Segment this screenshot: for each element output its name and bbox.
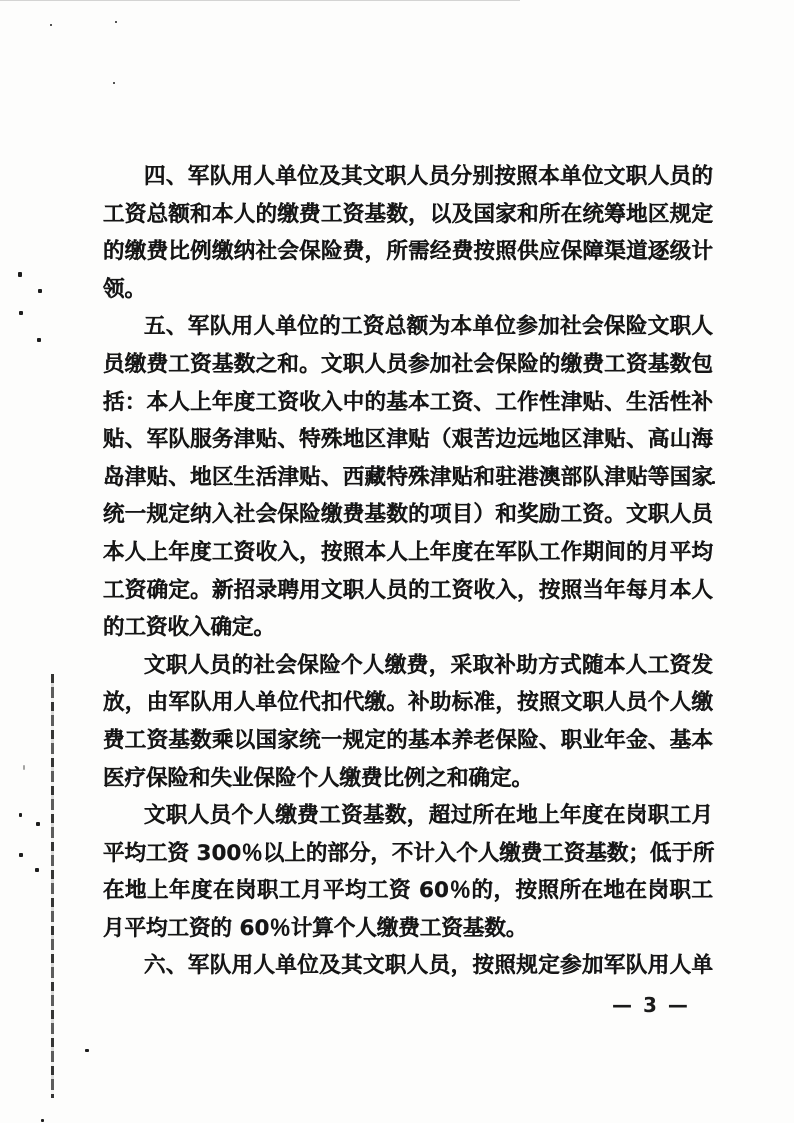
text-line: 文职人员个人缴费工资基数，超过所在地上年度在岗职工月: [144, 803, 713, 829]
scan-speck: [41, 1119, 44, 1122]
text-line: 五、军队用人单位的工资总额为本单位参加社会保险文职人: [144, 314, 713, 340]
text-line: 括：本人上年度工资收入中的基本工资、工作性津贴、生活性补: [103, 389, 713, 415]
text-line: 的工资收入确定。: [103, 615, 276, 641]
text-line: 六、军队用人单位及其文职人员，按照规定参加军队用人单: [144, 953, 713, 979]
text-line: 岛津贴、地区生活津贴、西藏特殊津贴和驻港澳部队津贴等国家: [103, 464, 713, 490]
scan-speck: [37, 338, 41, 342]
paragraph: [103, 158, 713, 308]
scan-speck: [23, 765, 25, 770]
text-line: 平均工资 300％以上的部分，不计入个人缴费工资基数；低于所: [103, 840, 715, 866]
paragraph: [103, 947, 713, 985]
text-line: 员缴费工资基数之和。文职人员参加社会保险的缴费工资基数包: [103, 351, 713, 377]
document-body: [103, 158, 713, 985]
scan-artifact-dashed-line: [51, 674, 54, 1098]
text-line: 文职人员的社会保险个人缴费，采取补助方式随本人工资发: [144, 652, 713, 678]
text-line: 工资确定。新招录聘用文职人员的工资收入，按照当年每月本人: [103, 577, 713, 603]
text-line: 贴、军队服务津贴、特殊地区津贴（艰苦边远地区津贴、高山海: [103, 427, 713, 453]
paragraph: [103, 797, 713, 947]
paragraph: [103, 308, 713, 646]
scan-edge-line: [0, 0, 520, 1]
text-line: 费工资基数乘以国家统一规定的基本养老保险、职业年金、基本: [103, 727, 713, 753]
scan-speck: [115, 21, 117, 23]
scan-speck: [50, 24, 52, 26]
scan-speck: [19, 311, 23, 315]
scan-speck: [38, 289, 42, 293]
scan-speck: [85, 1049, 89, 1052]
text-line: 领。: [103, 276, 147, 302]
text-line: 四、军队用人单位及其文职人员分别按照本单位文职人员的: [144, 164, 713, 189]
scan-speck: [19, 853, 23, 857]
text-line: 医疗保险和失业保险个人缴费比例之和确定。: [103, 765, 534, 791]
text-line: 的缴费比例缴纳社会保险费，所需经费按照供应保障渠道逐级计: [103, 239, 713, 265]
text-line: 统一规定纳入社会保险缴费基数的项目）和奖励工资。文职人员: [103, 502, 713, 528]
scan-speck: [19, 813, 22, 817]
text-line: 本人上年度工资收入，按照本人上年度在军队工作期间的月平均: [103, 539, 713, 565]
scan-speck: [36, 822, 40, 826]
scan-speck: [18, 272, 22, 277]
text-line: 放，由军队用人单位代扣代缴。补助标准，按照文职人员个人缴: [103, 690, 713, 716]
scan-speck: [35, 868, 39, 872]
text-line: 月平均工资的 60％计算个人缴费工资基数。: [103, 915, 528, 941]
page-number: — 3 —: [612, 993, 690, 1017]
paragraph: [103, 647, 713, 797]
text-line: 在地上年度在岗职工月平均工资 60％的，按照所在地在岗职工: [103, 878, 713, 904]
scan-speck: [113, 82, 115, 84]
text-line: 工资总额和本人的缴费工资基数，以及国家和所在统筹地区规定: [103, 201, 713, 227]
